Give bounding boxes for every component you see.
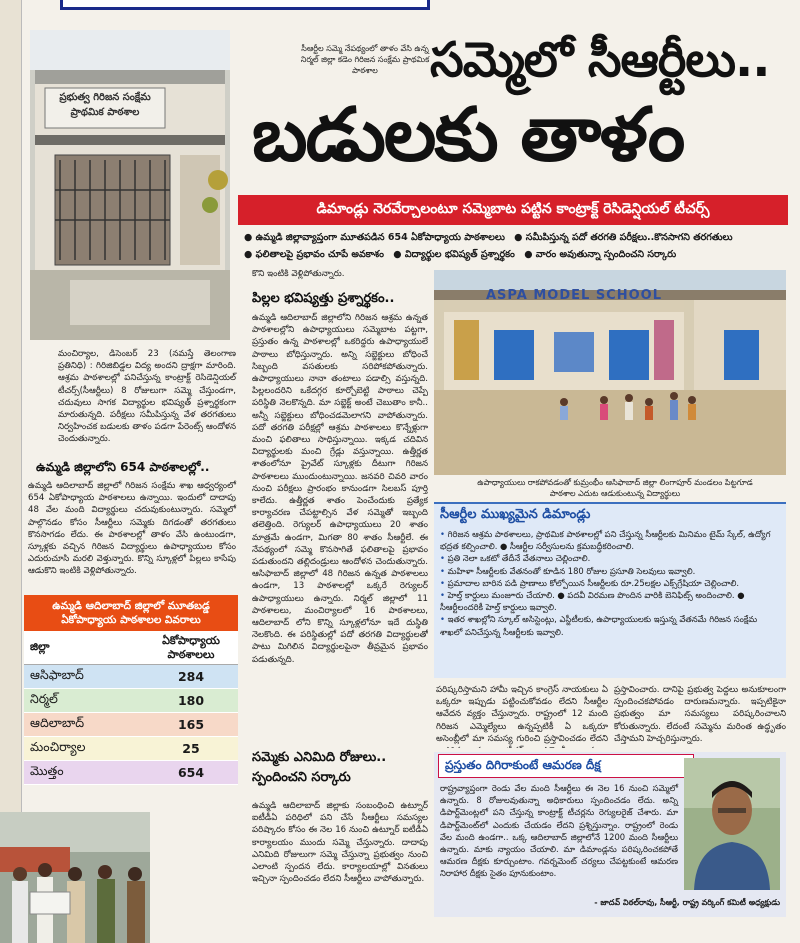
demands-title: సీఆర్టీల ముఖ్యమైన డిమాండ్లు: [440, 507, 591, 522]
children-school-photo: [434, 270, 786, 475]
table-header: [24, 631, 238, 665]
demand-item: • గిరిజన ఆశ్రమ పాఠశాలలు, ప్రాథమిక పాఠశాలల్లో పని చేస్తున్న సీఆర్టీలకు మినిమం టైమ్ స్కేల్, ఉద్యోగ భద్రత కల్పించాలి. ● సీఆర్టీల సర్వీసులను క్రమబద్ధీకరించాలి.: [440, 528, 780, 552]
school-wall-sign: ASPA MODEL SCHOOL: [486, 288, 662, 303]
table-row: [24, 689, 238, 713]
schools-table: [24, 595, 238, 785]
demands-list: [434, 528, 786, 638]
headline-line2: బడులకు తాళం: [252, 92, 684, 178]
right-column-body-b: ప్రస్తావించారు. దానిపై ప్రభుత్వ పెద్దలు అనుకూలంగా స్పందించకపోవడం దారుణమన్నారు. ఇప్పటికైనా ప్రభుత్వం మా సమస్యలు పరిష్కరించాలని కోరుతున్నారు. లేదంటే సమ్మెను మరింత ఉద్ధృతం చేస్తామని హెచ్చరిస్తున్నారు.: [614, 685, 786, 744]
table-header-district: జిల్లా: [30, 639, 50, 653]
hunger-strike-title: ప్రస్తుతం దిగిరాకుంటే ఆమరణ దీక్ష: [438, 754, 694, 778]
table-header-count: ఏకోపాధ్యాయ పాఠశాలలు: [162, 634, 220, 661]
school-signboard: ప్రభుత్వ గిరిజన సంక్షేమ ప్రాథమిక పాఠశాల: [59, 92, 151, 118]
table-cell-district: మంచిర్యాల: [30, 739, 86, 755]
red-subheadline-band: డిమాండ్లు నెరవేర్చాలంటూ సమ్మెబాట పట్టిన కాంట్రాక్ట్ రెసిడెన్షియల్ టీచర్స్: [238, 195, 788, 225]
photo2-caption: ఉపాధ్యాయులు రాకపోవడంతో కుమ్రంభీం ఆసిఫాబాద్ జిల్లా లింగాపూర్ మండలం పిట్టగూడ పాఠశాల ఎదుట ఆడుకుంటున్న విద్యార్థులు: [477, 478, 753, 498]
demand-item: • ప్రతి నెలా ఒకటో తేదీనే వేతనాలు చెల్లించాలి.: [440, 552, 780, 564]
adjacent-column-strip: [0, 0, 22, 943]
table-cell-count: 654: [177, 765, 205, 781]
table-cell-district: ఆదిలాబాద్: [30, 715, 85, 731]
leader-portrait: [684, 758, 780, 890]
right-column-body-a: పరిష్కరిస్తామని హామీ ఇచ్చిన కాంగ్రెస్ నాయకులు ఏ ఒక్కరూ ఇప్పుడు పట్టించుకోవడం లేదని సీఆర్టీల ఆవేదన వ్యక్తం చేస్తున్నారు. రాష్ట్రంలో 12 మంది గిరిజన ఎమ్మెల్యేలు ఉన్నప్పటికీ ఏ ఒక్కరూ అసెంబ్లీలో మా సమస్య గురించి ప్రస్తావించడం లేదని: [436, 685, 608, 744]
demand-item: • ప్రమాదాల బారిన పడి ప్రాణాలు కోల్పోయిన సీఆర్టీలకు రూ.25లక్షల ఎక్స్‌గ్రేషియా చెల్లించాలి.: [440, 577, 780, 589]
demand-item: • మహిళా సీఆర్టీలకు వేతనంతో కూడిన 180 రోజుల ప్రసూతి సెలవులు ఇవ్వాలి.: [440, 565, 780, 577]
mid-subhead-2: సమ్మెకు ఎనిమిది రోజులు..: [252, 750, 387, 765]
mid-subhead-1: పిల్లల భవిష్యత్తు ప్రశ్నార్థకం..: [252, 291, 395, 306]
locked-school-photo: [30, 30, 230, 340]
demands-box: [434, 502, 786, 678]
highlight-item: ● విద్యార్థుల భవిష్యత్ ప్రశ్నార్థకం: [393, 248, 515, 260]
highlights-list: [244, 230, 792, 263]
table-row: [24, 665, 238, 689]
mid-column-body: ఉమ్మడి ఆదిలాబాద్ జిల్లాలోని గిరిజన ఆశ్రమ ఉన్నత పాఠశాలల్లోని ఉపాధ్యాయులు సమ్మెబాట పట్టగా, ప్రస్తుతం ఉన్న పాఠశాలల్లో ఒకరిద్దరు ఉపాధ్యాయులే పాఠాలు బోధిస్తున్నారు. అన్ని సబ్జెక్టులు బోధించే సిబ్బంది వసతులకు సరిపోకపోతున్నారు. ఉపాధ్యాయులు నానా తంటాలు పడాల్సి వస్తున్నది. పిల్లలందరిని ఒకేదగ్గర కూర్చోబెట్టి పాఠాలు చెప్పే పరిస్థితి నెలకొన్నది. మా సబ్జెక్ట్ అంటే చెబుతాం కానీ.. అన్నీ సబ్జెక్టులు బోధించడమెలాగని వాపోతున్నారు. పదో తరగతి పరీక్షల్లో ఆశ్రమ పాఠశాలలు కొన్నేళ్లుగా మంచి ఫలితాలు సాధిస్తున్నాయి. ఇక్కడ చదివిన విద్యార్థులకు మంచి గ్రేడ్లు వస్తున్నాయి. ఉత్తీర్ణత శాతంలోనూ ప్రైవేట్ స్కూళ్లకు దీటుగా గిరిజన పాఠశాలలు ముందుంటున్నాయి. జనవరి చివరి వారం నుంచి పరీక్షలు ప్రారంభం కానుండగా సిలబస్ పూర్తి కాలేదు. ఉత్తీర్ణత శాతం పెంచేందుకు ప్రత్యేక కార్యాచరణ చేపట్టాల్సిన వేళ సమ్మెతో ఇబ్బంది తలెత్తింది. రెగ్యులర్ ఉపాధ్యాయులు 20 శాతం మాత్రమే ఉండగా, మిగతా 80 శాతం సీఆర్టీలే. ఈ నేపథ్యంలో సమ్మె కొనసాగితే ఫలితాలపై ప్రభావం పడుతుందని తల్లిదండ్రులు ఆందోళన చెందుతున్నారు. ఆసిఫాబాద్ జిల్లాలో 48 గిరిజన ఉన్నత పాఠశాలలు ఉండగా, 13 పాఠశాలల్లో ఒక్కరే రెగ్యులర్ ఉపాధ్యాయులు ఉన్నారు. నిర్మల్ జిల్లాలో 11 పాఠశాలలు, మంచిర్యాలలో 16 పాఠశాలలు, ఆదిలాబాద్ లోని కొన్ని స్కూళ్లలోనూ ఇదే దుస్థితి నెలకొంది. ఈ పరిస్థితుల్లో పదో తరగతి విద్యార్థులతో పాటు మిగిలిన విద్యార్థులపైనా తీవ్రమైన ప్రభావం పడుతున్నది.: [252, 313, 428, 665]
mid-column-intro: కొని ఇంటికి వెళ్లిపోతున్నారు.: [252, 269, 345, 279]
table-row: [24, 737, 238, 761]
dateline-paragraph: మంచిర్యాల, డిసెంబర్ 23 (నమస్తే తెలంగాణ ప్రతినిధి) : గిరిజిబిడ్డల విద్య అందని ద్రాక్షగా మారింది. ఆశ్రమ పాఠశాలల్లో పనిచేస్తున్న కాంట్రాక్ట్ రెసిడెన్షియల్ టీచర్స్(సీఆర్టీలు) 8 రోజులుగా సమ్మె చేస్తుండగా, చదువులు సాగక విద్యార్థుల భవిష్యత్ ప్రశ్నార్థకంగా మారుతున్నది. పరీక్షలు సమీపిస్తున్న వేళ తరగతులు నిర్వహించక బడులకు తాళం పడగా పేరెంట్స్ ఆందోళన చెందుతున్నారు.: [58, 349, 236, 445]
left-column-body: ఉమ్మడి ఆదిలాబాద్ జిల్లాలో గిరిజన సంక్షేమ శాఖ ఆధ్వర్యంలో 654 ఏకోపాధ్యాయ పాఠశాలలు ఉన్నాయి. ఇందులో దాదాపు 48 వేల మంది విద్యార్థులు చదువుకుంటున్నారు. సమ్మెలో పాల్గొనడం కోసం సీఆర్టీలు సమ్మెకు దిగడంతో తరగతులు కొనసాగడం లేదు. ఈ పాఠశాలల్లో తాళం వేసి ఉంటుండగా, స్కూళ్లకు వచ్చిన గిరిజన విద్యార్థులు ఉపాధ్యాయుల కోసం ఎదురుచూసి మరలి వెళ్తున్నారు. కొన్ని స్కూళ్లలో పిల్లలు కాసేపు ఆడుకొని ఇంటికి వెళ్లిపోతున్నారు.: [28, 481, 236, 577]
mid-column-body-2: ఉమ్మడి ఆదిలాబాద్ జిల్లాకు సంబంధించి ఉట్నూర్ ఐటీడీఏ పరిధిలో పని చేసే సీఆర్టీలు సమస్యల పరిష్కారం కోసం ఈ నెల 16 నుంచి ఉట్నూర్ ఐటీడీఏ కార్యాలయం ముందు సమ్మె చేస్తున్నారు. దాదాపు ఎనిమిది రోజులుగా సమ్మె చేస్తున్నా ప్రభుత్వం నుంచి ఎలాంటి స్పందన లేదు. కార్యాలయాల్లో వినతులు ఇచ్చినా స్పందించడం లేదని సీఆర్టీలు వాపోతున్నారు.: [252, 801, 428, 885]
highlight-item: ● సమీపిస్తున్న పదో తరగతి పరీక్షలు..కొనసాగని తరగతులు: [514, 232, 733, 243]
mid-subhead-3: స్పందించని సర్కారు: [252, 770, 351, 785]
hunger-strike-quote: రాష్ట్రవ్యాప్తంగా రెండు వేల మంది సీఆర్టీలు ఈ నెల 16 నుంచి సమ్మెలో ఉన్నారు. 8 రోజులవుతున్నా అధికారులు స్పందించడం లేదు. అన్ని డిపార్ట్‌మెంట్లలో పని చేస్తున్న కాంట్రాక్ట్ టీచర్లను రెగ్యులరైజ్ చేశారు. మా డిపార్ట్‌మెంట్‌లో ఎందుకు చేయడం లేదని ప్రశ్నిస్తున్నాం. రాష్ట్రంలో రెండు వేల మంది ఉండగా.. ఒక్క ఆదిలాబాద్ జిల్లాలోనే 1200 మంది సీఆర్టీలు ఉన్నారు. మాకు న్యాయం చేయాలి. మా డిమాండ్లను పరిష్కరించకపోతే ఆమరణ దీక్షకు కూర్చుంటాం. గవర్నమెంట్ చర్యలు చేపట్టకుంటే ఆమరణ నిరాహార దీక్షకు సైతం పూనుకుంటాం.: [440, 783, 678, 879]
highlight-item: ● ఉమ్మడి జిల్లావ్యాప్తంగా మూతపడిన 654 ఏకోపాధ్యాయ పాఠశాలలు: [244, 232, 505, 243]
headline-line1: సమ్మెలో సీఆర్టీలు..: [430, 32, 770, 88]
table-cell-district: ఆసిఫాబాద్: [30, 667, 84, 683]
table-cell-count: 180: [177, 693, 205, 709]
table-title: ఉమ్మడి ఆదిలాబాద్ జిల్లాలో మూతబడ్డ ఏకోపాధ్యాయ పాఠశాలల వివరాలు: [24, 595, 238, 631]
masthead-border: [60, 0, 430, 10]
demand-item: • హెల్త్ కార్డులు మంజూరు చేయాలి. ● పదవీ విరమణ పొందిన వారికి బెనిఫిట్స్ అందించాలి. ● సీఆర్టీలందరికీ హెల్త్ కార్డులు ఇవ్వాలి.: [440, 589, 780, 613]
table-cell-count: 165: [177, 717, 205, 733]
photo1-caption: సీఆర్టీల సమ్మె నేపథ్యంలో తాళం వేసి ఉన్న నిర్మల్ జిల్లా కడెం గిరిజన సంక్షేమ ప్రాథమిక పాఠశాల: [300, 44, 430, 75]
table-cell-district: మొత్తం: [30, 763, 64, 779]
demand-item: • ఇతర శాఖల్లోని స్కూల్ అసిస్టెంట్లు, ఎస్జీటీలకు, ఉపాధ్యాయులకు ఇస్తున్న వేతనమే గిరిజన సంక్షేమ శాఖలో పనిచేస్తున్న సీఆర్టీలకు ఇవ్వాలి.: [440, 613, 780, 637]
table-cell-count: 25: [182, 741, 200, 757]
table-cell-count: 284: [177, 669, 205, 685]
highlight-item: ● ఫలితాలపై ప్రభావం చూపే అవకాశం: [244, 248, 384, 260]
table-cell-district: నిర్మల్: [30, 691, 58, 707]
table-row-total: [24, 761, 238, 785]
highlight-item: ● వారం అవుతున్నా స్పందించని సర్కారు: [524, 248, 677, 260]
left-subhead: ఉమ్మడి జిల్లాలోని 654 పాఠశాలల్లో..: [36, 460, 210, 474]
hunger-strike-box: [434, 752, 786, 917]
protest-photo: [0, 812, 150, 943]
table-row: [24, 713, 238, 737]
quote-attribution: - జాదవ్ విఠల్‌రావు, సీఆర్టీ, రాష్ట్ర వర్కింగ్ కమిటీ అధ్యక్షుడు: [594, 898, 780, 907]
